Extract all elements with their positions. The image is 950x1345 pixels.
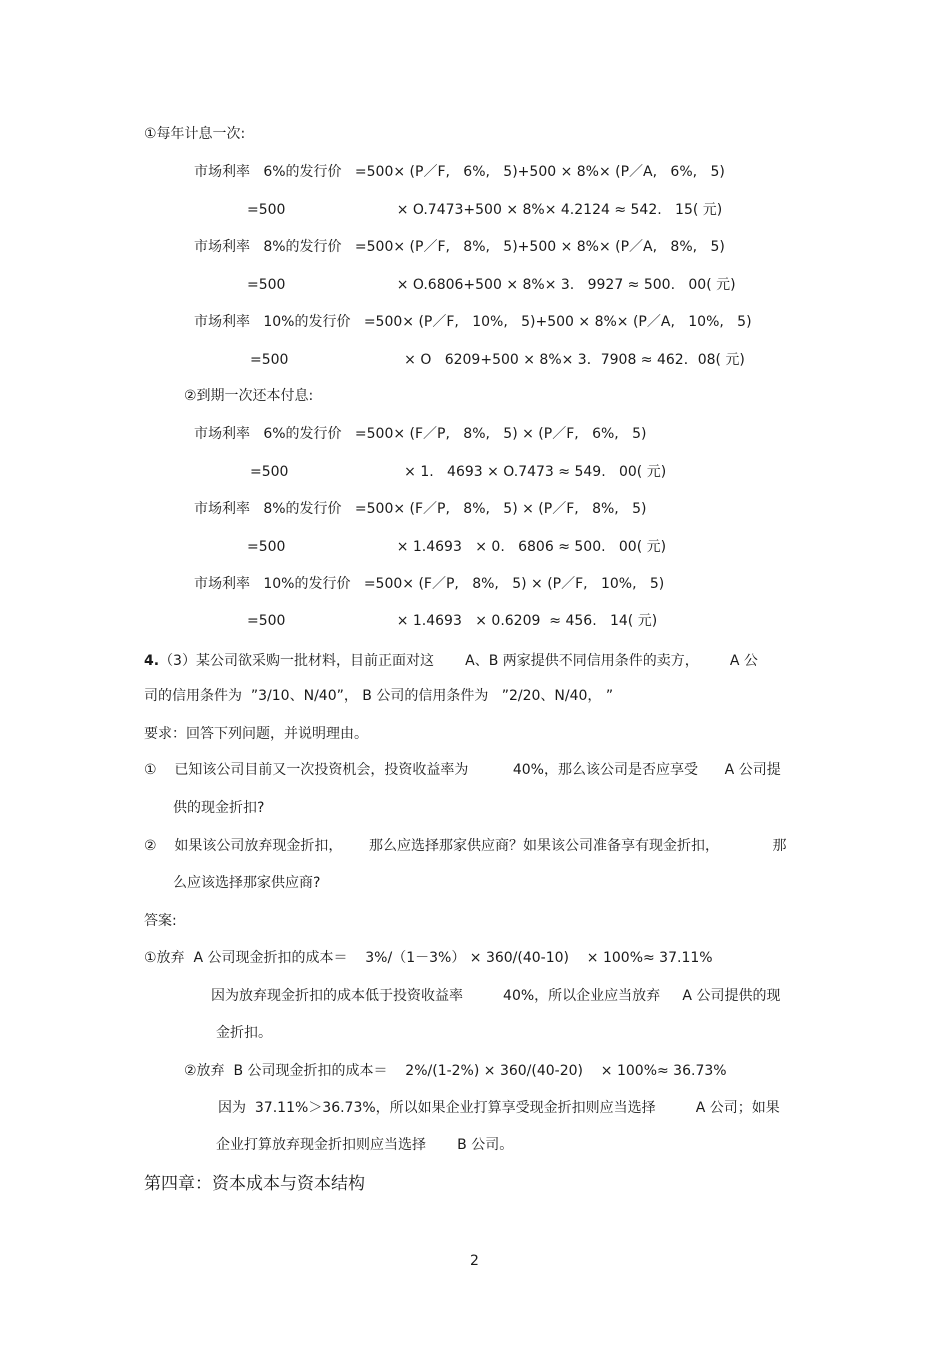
- formula-line: 市场利率 8%的发行价 =500× (F／P, 8%, 5) × (P／F, 8%, 5): [194, 501, 647, 517]
- answer-1-explanation: 因为放弃现金折扣的成本低于投资收益率 40%，所以企业应当放弃 A 公司提供的现: [211, 988, 781, 1004]
- sub-question-1-cont: 供的现金折扣?: [173, 800, 265, 816]
- formula-line: 市场利率 6%的发行价 =500× (P／F, 6%, 5)+500 × 8%× (P／A, 6%, 5): [194, 164, 725, 180]
- question-4-line1: [144, 651, 758, 671]
- formula-line: =500 × 1.4693 × 0. 6806 ≈ 500. 00( 元): [247, 539, 667, 555]
- answer-1: ①放弃 A 公司现金折扣的成本＝ 3%/（1－3%） × 360/(40-10) × 100%≈ 37.11%: [144, 950, 713, 966]
- answer-2-explanation: 因为 37.11%＞36.73%，所以如果企业打算享受现金折扣则应当选择 A 公司；如果: [218, 1100, 780, 1116]
- question-number: 4.: [144, 653, 160, 669]
- formula-line: 市场利率 10%的发行价 =500× (P／F, 10%, 5)+500 × 8%× (P／A, 10%, 5): [194, 314, 752, 330]
- question-text: （3）某公司欲采购一批材料，目前正面对这 A、B 两家提供不同信用条件的卖方， A 公: [159, 653, 758, 669]
- answer-2: ②放弃 B 公司现金折扣的成本＝ 2%/(1-2%) × 360/(40-20) × 100%≈ 36.73%: [184, 1063, 727, 1079]
- formula-line: =500 × O.6806+500 × 8%× 3. 9927 ≈ 500. 00( 元): [247, 277, 736, 293]
- chapter-heading: 第四章：资本成本与资本结构: [144, 1174, 365, 1194]
- formula-line: =500 × O 6209+500 × 8%× 3．7908 ≈ 462．08( 元): [250, 352, 745, 368]
- formula-line: =500 × O.7473+500 × 8%× 4.2124 ≈ 542. 15( 元): [247, 202, 723, 218]
- question-requirement: 要求：回答下列问题，并说明理由。: [144, 726, 368, 742]
- formula-line: 市场利率 10%的发行价 =500× (F／P, 8%, 5) × (P／F, 10%, 5): [194, 576, 665, 592]
- question-4-line2: 司的信用条件为 ”3/10、N/40”， B 公司的信用条件为 ”2/20、N/40， ”: [144, 688, 614, 704]
- formula-line: 市场利率 6%的发行价 =500× (F／P, 8%, 5) × (P／F, 6%, 5): [194, 426, 647, 442]
- sub-question-1: ① 已知该公司目前又一次投资机会，投资收益率为 40%，那么该公司是否应享受 A 公司提: [144, 762, 781, 778]
- section-annual-interest-heading: ①每年计息一次:: [144, 126, 246, 142]
- formula-line: =500 × 1.4693 × 0.6209 ≈ 456. 14( 元): [247, 613, 658, 629]
- formula-line: =500 × 1. 4693 × O.7473 ≈ 549. 00( 元): [250, 464, 667, 480]
- page-number: 2: [470, 1253, 479, 1269]
- sub-question-2-cont: 么应该选择那家供应商?: [173, 875, 321, 891]
- answer-2-explanation-cont: 企业打算放弃现金折扣则应当选择 B 公司。: [216, 1137, 514, 1153]
- section-lump-sum-heading: ②到期一次还本付息:: [184, 388, 314, 404]
- sub-question-2: ② 如果该公司放弃现金折扣， 那么应选择那家供应商？如果该公司准备享有现金折扣， 那: [144, 838, 787, 854]
- formula-line: 市场利率 8%的发行价 =500× (P／F, 8%, 5)+500 × 8%× (P／A, 8%, 5): [194, 239, 725, 255]
- answer-1-explanation-cont: 金折扣。: [216, 1025, 272, 1041]
- answer-label: 答案:: [144, 913, 177, 929]
